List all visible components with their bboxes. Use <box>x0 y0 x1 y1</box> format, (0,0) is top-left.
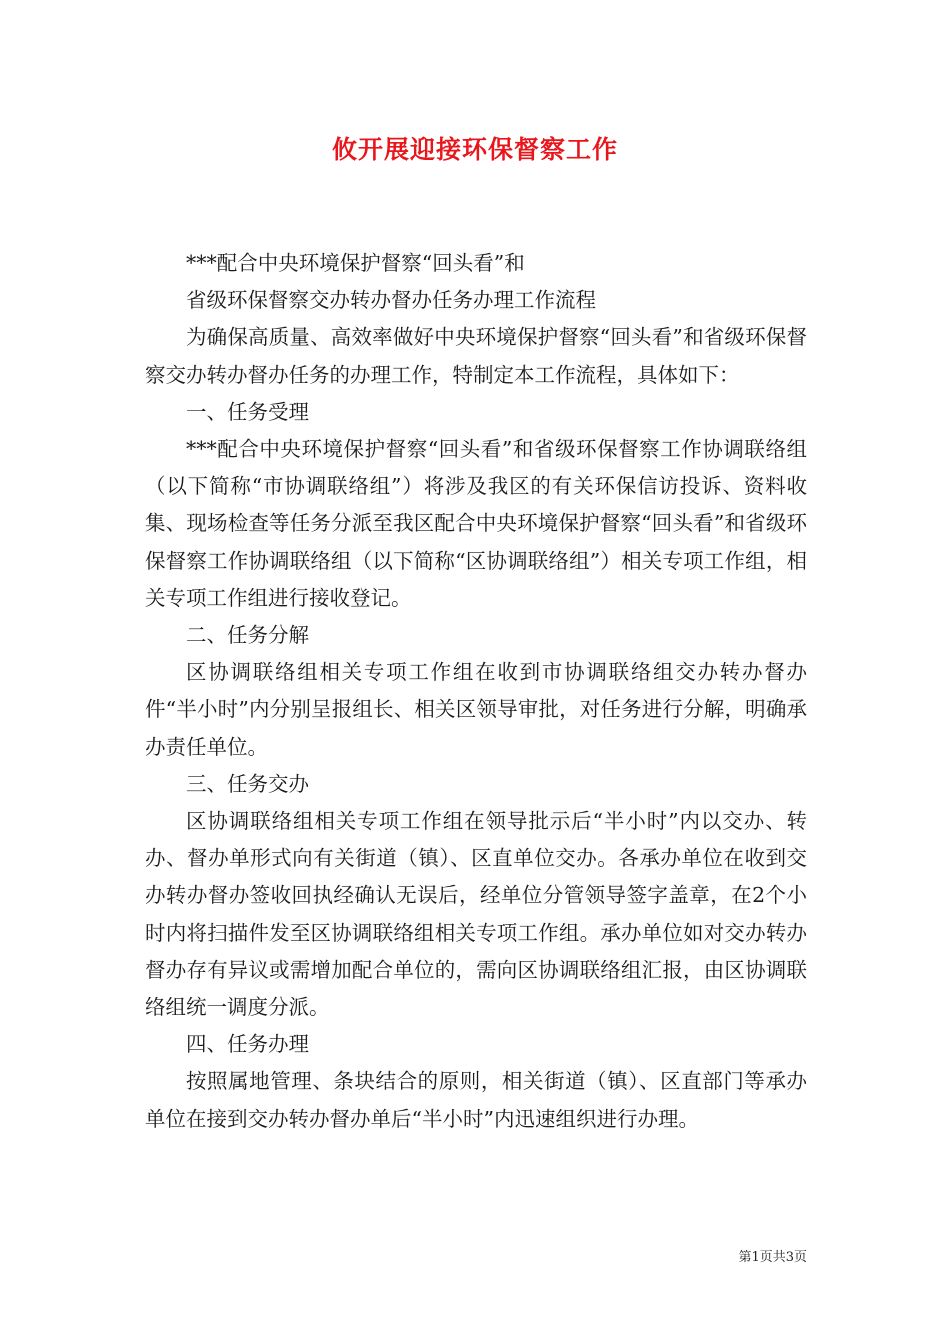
page-number: 第1页共3页 <box>738 1250 807 1265</box>
section-heading-1: 一、任务受理 <box>186 399 309 424</box>
document-body <box>145 245 807 1138</box>
section-paragraph-1: ***配合中央环境保护督察“回头看”和省级环保督察工作协调联络组（以下简称“市协调联络组”）将涉及我区的有关环保信访投诉、资料收集、现场检查等任务分派至我区配合中央环境保护督察“回头看”和省级环保督察工作协调联络组（以下简称“区协调联络组”）相关专项工作组，相关专项工作组进行接收登记。 <box>145 437 807 610</box>
heading-line-1: ***配合中央环境保护督察“回头看”和 <box>186 251 525 275</box>
section-heading-2: 二、任务分解 <box>186 623 309 648</box>
section-paragraph-2: 区协调联络组相关专项工作组在收到市协调联络组交办转办督办件“半小时”内分别呈报组长、相关区领导审批，对任务进行分解，明确承办责任单位。 <box>145 660 807 759</box>
section-paragraph-3: 区协调联络组相关专项工作组在领导批示后“半小时”内以交办、转办、督办单形式向有关街道（镇）、区直单位交办。各承办单位在收到交办转办督办签收回执经确认无误后，经单位分管领导签字盖章，在2个小时内将扫描件发至区协调联络组相关专项工作组。承办单位如对交办转办督办存有异议或需增加配合单位的，需向区协调联络组汇报，由区协调联络组统一调度分派。 <box>145 809 807 1020</box>
document-title: 攸开展迎接环保督察工作 <box>331 135 618 164</box>
heading-line-2: 省级环保督察交办转办督办任务办理工作流程 <box>186 288 596 313</box>
intro-paragraph: 为确保高质量、高效率做好中央环境保护督察“回头看”和省级环保督察交办转办督办任务的办理工作，特制定本工作流程，具体如下： <box>145 325 807 387</box>
section-heading-3: 三、任务交办 <box>186 771 309 796</box>
section-heading-4: 四、任务办理 <box>186 1032 309 1057</box>
section-paragraph-4: 按照属地管理、条块结合的原则，相关街道（镇）、区直部门等承办单位在接到交办转办督办单后“半小时”内迅速组织进行办理。 <box>145 1069 807 1131</box>
